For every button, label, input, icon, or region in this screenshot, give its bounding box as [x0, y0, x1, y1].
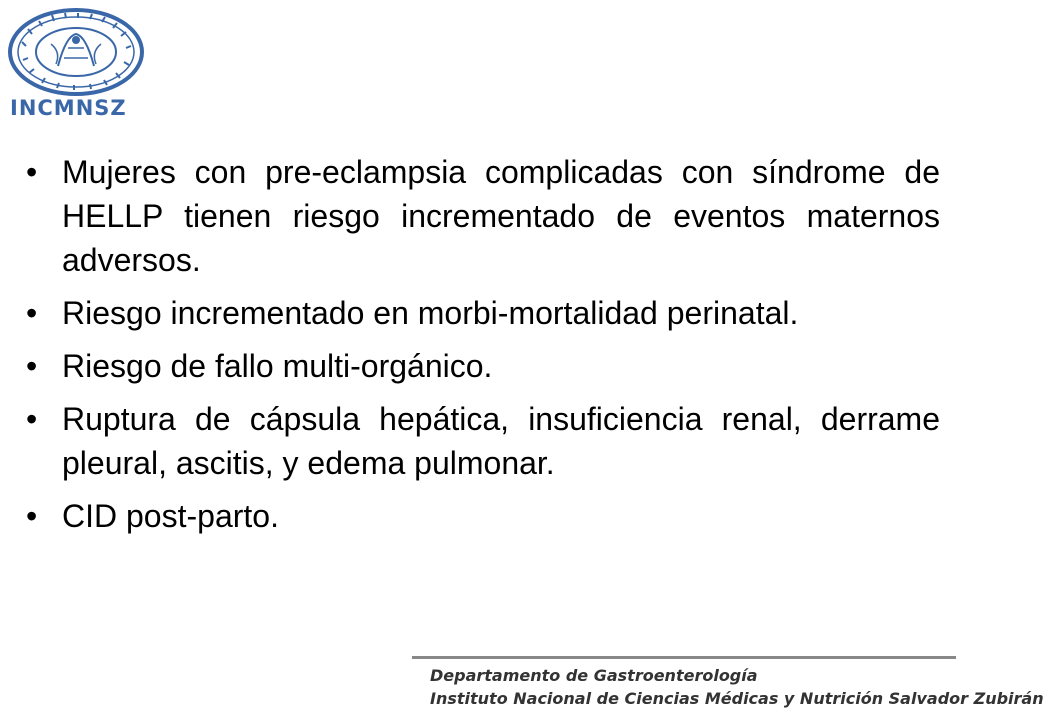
bullet-item — [24, 494, 940, 538]
footer — [430, 664, 1044, 710]
footer-divider — [412, 656, 956, 659]
bullet-symbol: • — [26, 295, 38, 331]
institute-acronym: INCMNSZ — [10, 96, 127, 120]
bullet-item — [24, 150, 940, 282]
bullet-symbol: • — [26, 401, 38, 437]
bullet-text: Ruptura de cápsula hepática, insuficiencia renal, derrame pleural, ascitis, y edema pulmonar. — [62, 401, 940, 481]
bullet-text: Mujeres con pre-eclampsia complicadas con síndrome de HELLP tienen riesgo incrementado de eventos maternos adversos. — [62, 154, 940, 278]
bullet-text: Riesgo incrementado en morbi-mortalidad perinatal. — [62, 295, 799, 331]
bullet-item — [24, 397, 940, 485]
bullet-text: Riesgo de fallo multi-orgánico. — [62, 348, 493, 384]
bullet-text: CID post-parto. — [62, 498, 279, 534]
bullet-item — [24, 344, 940, 388]
bullet-item — [24, 291, 940, 335]
bullet-list — [24, 150, 940, 547]
bullet-symbol: • — [26, 348, 38, 384]
institute-logo — [6, 6, 146, 122]
footer-institute: Instituto Nacional de Ciencias Médicas y Nutrición Salvador Zubirán — [430, 689, 1044, 708]
bullet-symbol: • — [26, 154, 38, 190]
institute-seal-icon — [6, 6, 146, 98]
footer-department: Departamento de Gastroenterología — [430, 666, 758, 685]
bullet-symbol: • — [26, 498, 38, 534]
